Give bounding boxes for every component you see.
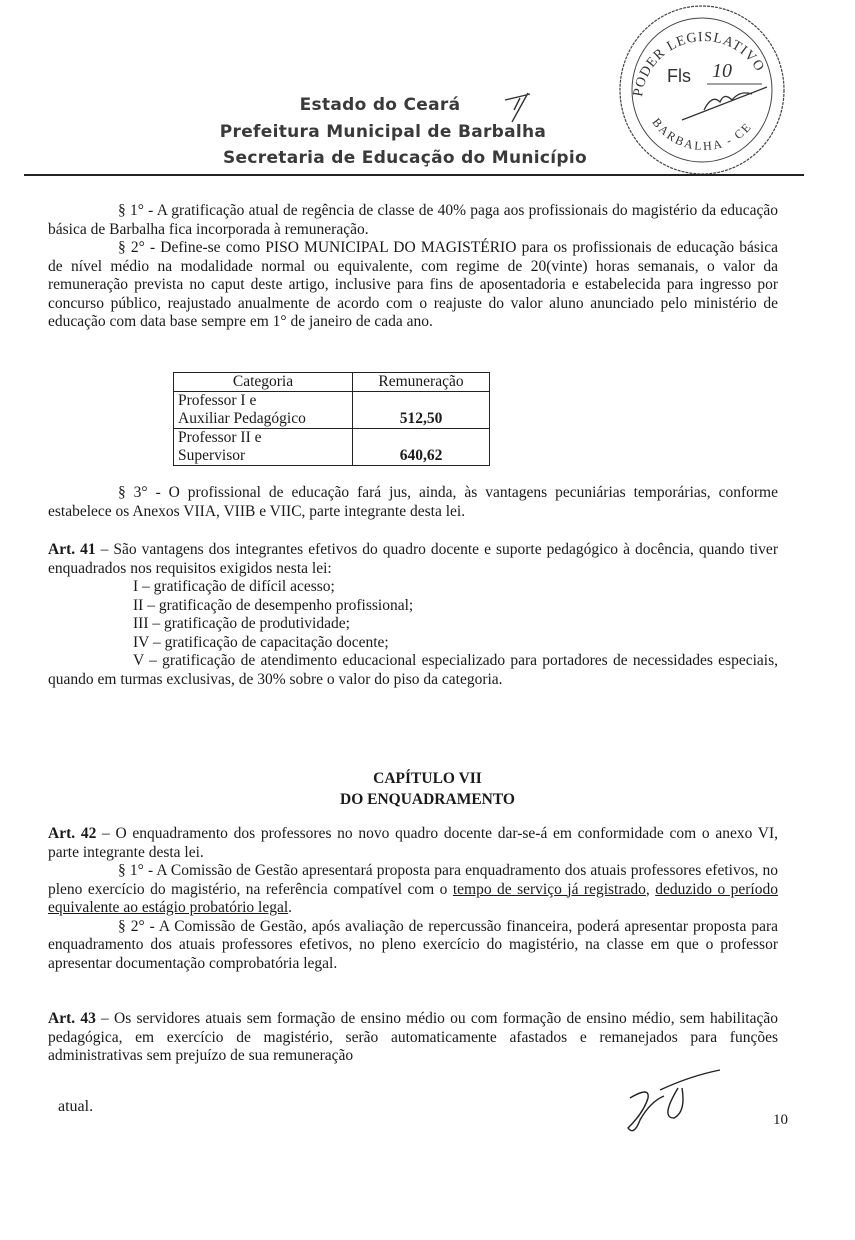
table-cell-category	[174, 392, 353, 429]
stamp-page-number: 10	[712, 60, 732, 82]
category-line: Auxiliar Pedagógico	[178, 410, 306, 427]
paragraph-text: § 1° - A Comissão de Gestão apresentará proposta para enquadramento dos atuais professores efetivos, no pleno exercício do magistério, na referência compatível com o	[48, 862, 778, 898]
svg-text:BARBALHA - CE	[649, 115, 754, 153]
section-piso	[48, 202, 778, 332]
paragraph-1: § 1° - A gratificação atual de regência de classe de 40% paga aos profissionais do magistério da educação básica de Barbalha fica incorporada à remuneração.	[48, 202, 778, 238]
paragraph-2: § 2° - Define-se como PISO MUNICIPAL DO MAGISTÉRIO para os profissionais de educação básica de nível médio na modalidade normal ou equivalente, com regime de 20(vinte) horas semanais, o valor da remuneração prevista no caput deste artigo, inclusive para fins de aposentadoria e estabelecida para ingresso por concurso público, reajustado anualmente de acordo com o reajuste do valor aluno anunciado pelo ministério de educação com data base sempre em 1° de janeiro de cada ano.	[48, 239, 778, 330]
underlined-text: deduzido o período equivalente ao estágio probatório legal	[48, 880, 778, 916]
stamp-bottom-text: BARBALHA - CE	[649, 115, 755, 154]
article-43	[48, 1010, 778, 1066]
article-label: Art. 43	[48, 1010, 96, 1027]
paragraph-text: .	[288, 899, 293, 916]
chapter-title: DO ENQUADRAMENTO	[340, 791, 515, 808]
header-prefeitura: Prefeitura Municipal de Barbalha	[219, 122, 547, 142]
chapter-heading	[0, 768, 855, 810]
table-header-categoria: Categoria	[174, 373, 353, 392]
document-header	[0, 0, 855, 180]
table-cell-value: 512,50	[353, 392, 490, 429]
table-row	[174, 392, 490, 429]
header-divider	[24, 174, 804, 176]
category-line: Professor II e	[178, 429, 262, 446]
header-secretaria: Secretaria de Educação do Município	[223, 148, 587, 168]
table-header-row	[174, 373, 490, 392]
article-text: – São vantagens dos integrantes efetivos do quadro docente e suporte pedagógico à docência, quando tiver enquadrados nos requisitos exigidos nesta lei:	[48, 541, 778, 577]
paragraph-text: ,	[645, 880, 656, 898]
article-43-text	[48, 1010, 778, 1066]
article-text: – O enquadramento dos professores no novo quadro docente dar-se-á em conformidade com o anexo VI, parte integrante desta lei.	[48, 825, 778, 861]
legislative-stamp-icon	[612, 2, 792, 177]
list-item: III – gratificação de produtividade;	[133, 615, 350, 632]
article-42-paragraph-1	[48, 862, 778, 918]
category-line: Professor I e	[178, 392, 257, 409]
article-label: Art. 41	[48, 541, 96, 558]
table-cell-category	[174, 429, 353, 466]
remuneration-table	[173, 372, 490, 466]
page-number: 10	[773, 1112, 788, 1128]
paragraph-3: § 3° - O profissional de educação fará jus, ainda, às vantagens pecuniárias temporárias, conforme estabelece os Anexos VIIA, VIIB e VIIC, parte integrante desta lei.	[48, 484, 778, 520]
chapter-number: CAPÍTULO VII	[373, 770, 482, 787]
table-row	[174, 429, 490, 466]
underlined-text: tempo de serviço já registrado	[452, 880, 646, 898]
list-item: II – gratificação de desempenho profissional;	[133, 596, 414, 614]
article-text: – Os servidores atuais sem formação de ensino médio ou com formação de ensino médio, sem habilitação pedagógica, em exercício de magistério, serão automaticamente afastados e remanejados para funções administrativas sem prejuízo de sua remuneração	[48, 1010, 778, 1064]
table-header-remuneracao: Remuneração	[353, 373, 490, 392]
signature-icon	[620, 1068, 730, 1138]
article-41	[48, 541, 778, 689]
article-42-intro	[48, 825, 778, 862]
stamp-fls-label: Fls	[667, 66, 691, 86]
article-42	[48, 825, 778, 973]
list-item: I – gratificação de difícil acesso;	[133, 578, 335, 595]
list-item: V – gratificação de atendimento educacional especializado para portadores de necessidades especiais, quando em turmas exclusivas, de 30% sobre o valor do piso da categoria.	[48, 652, 778, 688]
article-42-paragraph-2: § 2° - A Comissão de Gestão, após avaliação de repercussão financeira, poderá apresentar proposta para enquadramento dos atuais professores efetivos, no pleno exercício do magistério, na classe em que o professor apresentar documentação comprobatória legal.	[48, 917, 778, 972]
article-label: Art. 42	[48, 825, 97, 842]
header-state: Estado do Ceará	[299, 95, 461, 115]
section-paragraph-3	[48, 484, 778, 521]
article-41-intro	[48, 541, 778, 578]
trailing-word: atual.	[58, 1098, 94, 1115]
category-line: Supervisor	[178, 447, 246, 464]
table-cell-value: 640,62	[353, 429, 490, 466]
list-item: IV – gratificação de capacitação docente;	[133, 633, 389, 651]
stamp-top-text: PODER LEGISLATIVO	[630, 29, 768, 98]
